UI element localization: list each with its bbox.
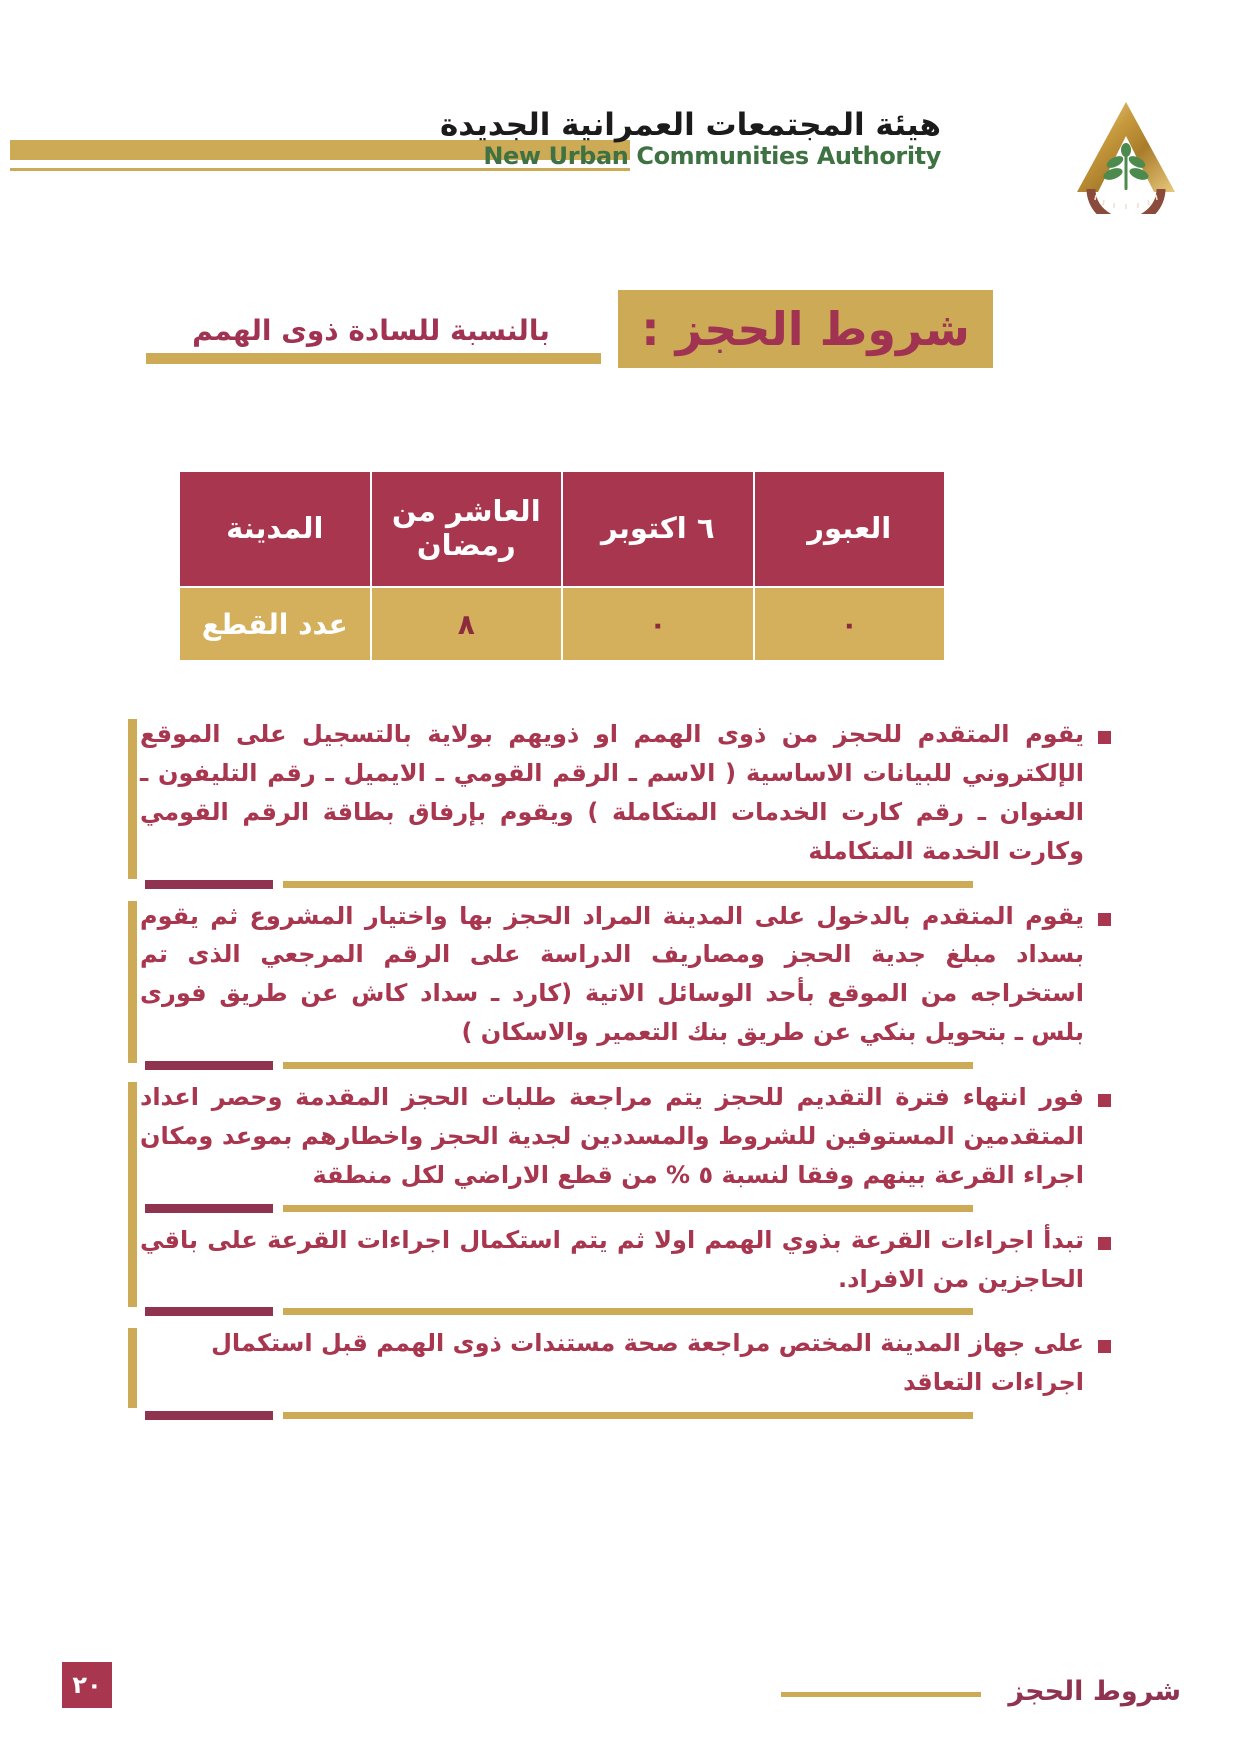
table-header-cell-obour: العبور (754, 471, 946, 587)
bullet-text: يقوم المتقدم بالدخول على المدينة المراد الحجز بها واختيار المشروع ثم يقوم بسداد مبلغ جدية الحجز ومصاريف الدراسة على الرقم المرجعي الذى تم استخراجه من الموقع بأحد الوسائل الاتية (كارد ـ سداد كاش عن طريق فورى بلس ـ بتحويل بنكي عن طريق بنك التعمير والاسكان ) (140, 901, 1084, 1047)
divider-gold-segment (283, 1412, 973, 1419)
bullet-divider (0, 1298, 1241, 1324)
table-header-cell-6october: ٦ اكتوبر (562, 471, 754, 587)
bullet-divider (0, 1195, 1241, 1221)
page-number-badge: ٢٠ (62, 1662, 112, 1708)
section-title-area (0, 290, 1241, 395)
subtitle-underline (146, 353, 601, 364)
bullet-divider (0, 871, 1241, 897)
bullet-text: على جهاز المدينة المختص مراجعة صحة مستندات ذوى الهمم قبل استكمال اجراءات التعاقد (211, 1329, 1084, 1397)
table-header-cell-10ramadan: العاشر من رمضان (371, 471, 563, 587)
bullet-side-bar (128, 901, 137, 1063)
pyramid-plant-logo-icon (1071, 96, 1181, 214)
list-item (0, 1078, 1241, 1195)
plots-table-wrapper (178, 470, 946, 662)
page-footer (0, 1634, 1241, 1754)
table-cell-10ramadan-count: ٨ (371, 587, 563, 661)
bullet-divider (0, 1402, 1241, 1428)
organization-name-english: New Urban Communities Authority (483, 141, 941, 170)
divider-gold-segment (283, 1062, 973, 1069)
bullet-marker-icon (1098, 1340, 1111, 1353)
bullet-marker-icon (1098, 1094, 1111, 1107)
conditions-list (0, 715, 1241, 1428)
bullet-divider (0, 1052, 1241, 1078)
bullet-side-bar (128, 1328, 137, 1408)
footer-section-label: شروط الحجز (1008, 1676, 1181, 1707)
divider-gold-segment (283, 1308, 973, 1315)
section-subtitle-area (141, 314, 601, 364)
plots-table (178, 470, 946, 662)
bullet-side-bar (128, 1225, 137, 1307)
page-header (0, 0, 1241, 230)
bullet-text: فور انتهاء فترة التقديم للحجز يتم مراجعة طلبات الحجز المقدمة وحصر اعداد المتقدمين المستوفين للشروط والمسددين لجدية الحجز واخطارهم بموعد ومكان اجراء القرعة بينهم وفقا لنسبة ٥ % من قطع الاراضي لكل منطقة (140, 1083, 1084, 1189)
bullet-text: يقوم المتقدم للحجز من ذوى الهمم او ذويهم بولاية بالتسجيل على الموقع الإلكتروني للبيانات الاساسية ( الاسم ـ الرقم القومي ـ الايميل ـ رقم التليفون ـ العنوان ـ رقم كارت الخدمات المتكاملة ) ويقوم بإرفاق بطاقة الرقم القومي وكارت الخدمة المتكاملة (140, 720, 1084, 865)
list-item (0, 715, 1241, 871)
section-subtitle-text: بالنسبة للسادة ذوى الهمم (192, 314, 550, 347)
divider-red-segment (145, 1307, 273, 1316)
list-item (0, 1221, 1241, 1299)
bullet-marker-icon (1098, 913, 1111, 926)
bullet-text: تبدأ اجراءات القرعة بذوي الهمم اولا ثم يتم استكمال اجراءات القرعة على باقي الحاجزين من الافراد. (140, 1225, 1084, 1293)
bullet-marker-icon (1098, 1237, 1111, 1250)
table-cell-obour-count: ٠ (754, 587, 946, 661)
divider-gold-segment (283, 881, 973, 888)
footer-underline (781, 1692, 981, 1697)
table-row (179, 587, 945, 661)
divider-gold-segment (283, 1205, 973, 1212)
divider-red-segment (145, 1061, 273, 1070)
divider-red-segment (145, 1411, 273, 1420)
organization-name-arabic: هيئة المجتمعات العمرانية الجديدة (439, 107, 941, 143)
section-title-box (618, 290, 993, 368)
list-item (0, 1324, 1241, 1402)
table-header-row (179, 471, 945, 587)
table-cell-6october-count: ٠ (562, 587, 754, 661)
table-header-cell-city: المدينة (179, 471, 371, 587)
list-item (0, 897, 1241, 1053)
table-cell-row-label: عدد القطع (179, 587, 371, 661)
divider-red-segment (145, 1204, 273, 1213)
section-title-text: شروط الحجز : (641, 302, 970, 356)
bullet-marker-icon (1098, 731, 1111, 744)
divider-red-segment (145, 880, 273, 889)
bullet-side-bar (128, 719, 137, 879)
organization-name (440, 108, 941, 170)
